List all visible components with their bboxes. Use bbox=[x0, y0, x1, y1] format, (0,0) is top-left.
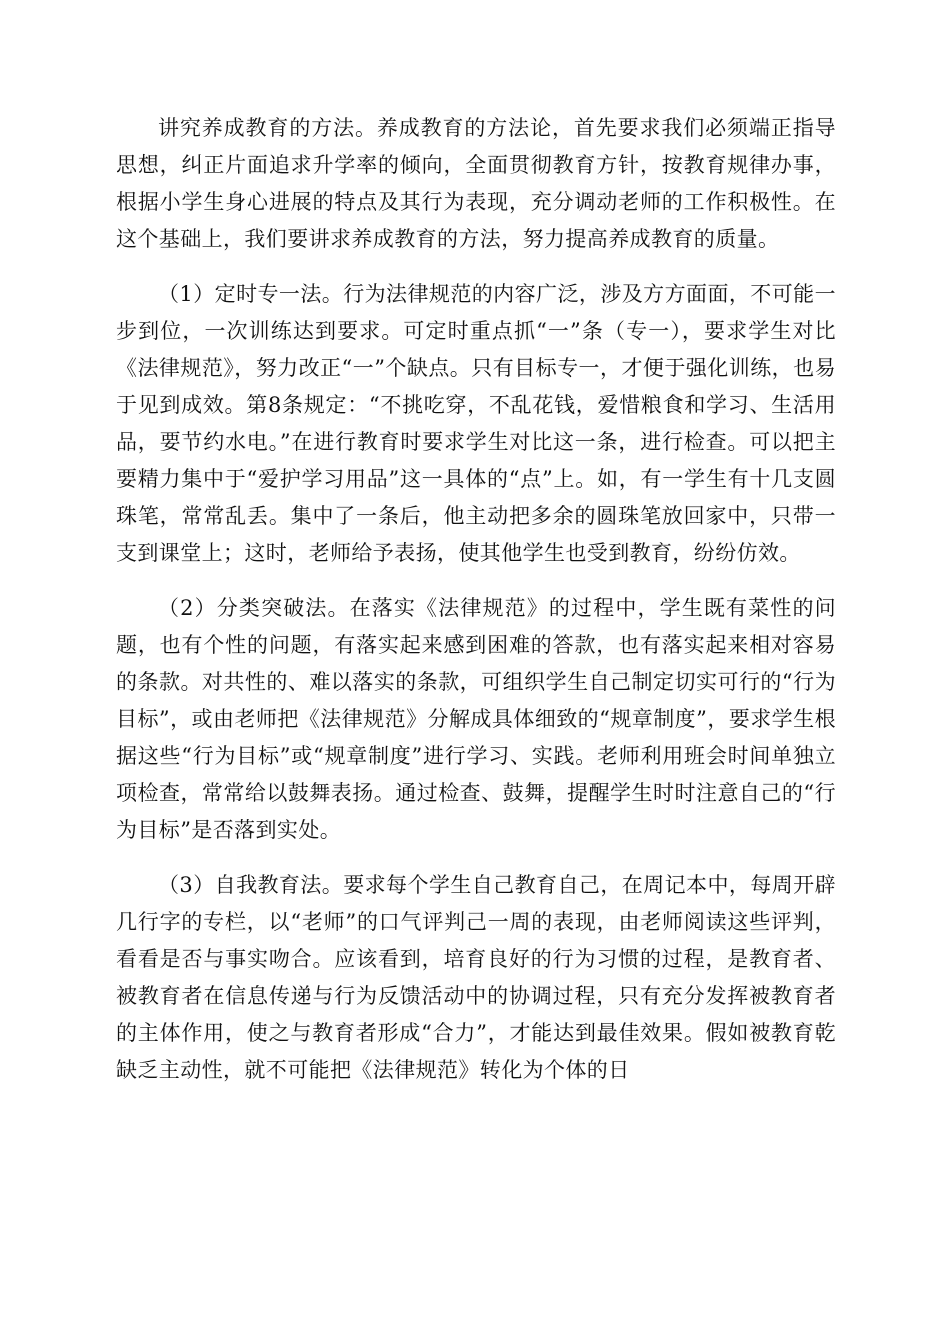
paragraph-self-education-method: （3）自我教育法。要求每个学生自己教育自己，在周记本中，每周开辟几行字的专栏，以“老师”的口气评判己一周的表现，由老师阅读这些评判，看看是否与事实吻合。应该看到，培育良好的行为习惯的过程，是教育者、被教育者在信息传递与行为反馈活动中的协调过程，只有充分发挥被教育者的主体作用，使之与教育者形成“合力”，才能达到最佳效果。假如被教育乾缺乏主动性，就不可能把《法律规范》转化为个体的日 bbox=[116, 873, 836, 1082]
document-body bbox=[116, 110, 836, 1089]
paragraph-category-breakthrough-method: （2）分类突破法。在落实《法律规范》的过程中，学生既有菜性的问题，也有个性的问题，有落实起来感到困难的答款，也有落实起来相对容易的条款。对共性的、难以落实的条款，可组织学生自己制定切实可行的“行为目标”，或由老师把《法律规范》分解成具体细致的“规章制度”，要求学生根据这些“行为目标”或“规章制度”进行学习、实践。老师利用班会时间单独立项检查，常常给以鼓舞表扬。通过检查、鼓舞，提醒学生时时注意自己的“行为目标”是否落到实处。 bbox=[116, 596, 836, 842]
paragraph-timed-focus-method: （1）定时专一法。行为法律规范的内容广泛，涉及方方面面，不可能一步到位，一次训练达到要求。可定时重点抓“一”条（专一），要求学生对比《法律规范》，努力改正“一”个缺点。只有目标专一，才便于强化训练，也易于见到成效。第8条规定：“不挑吃穿，不乱花钱，爱惜粮食和学习、生活用品，要节约水电。”在进行教育时要求学生对比这一条，进行检查。可以把主要精力集中于“爱护学习用品”这一具体的“点”上。如，有一学生有十几支圆珠笔，常常乱丢。集中了一条后，他主动把多余的圆珠笔放回家中，只带一支到课堂上；这时，老师给予表扬，使其他学生也受到教育，纷纷仿效。 bbox=[116, 282, 836, 565]
paragraph-method-intro: 讲究养成教育的方法。养成教育的方法论，首先要求我们必须端正指导思想，纠正片面追求升学率的倾向，全面贯彻教育方针，按教育规律办事，根据小学生身心进展的特点及其行为表现，充分调动老师的工作积极性。在这个基础上，我们要讲求养成教育的方法，努力提高养成教育的质量。 bbox=[116, 116, 836, 251]
